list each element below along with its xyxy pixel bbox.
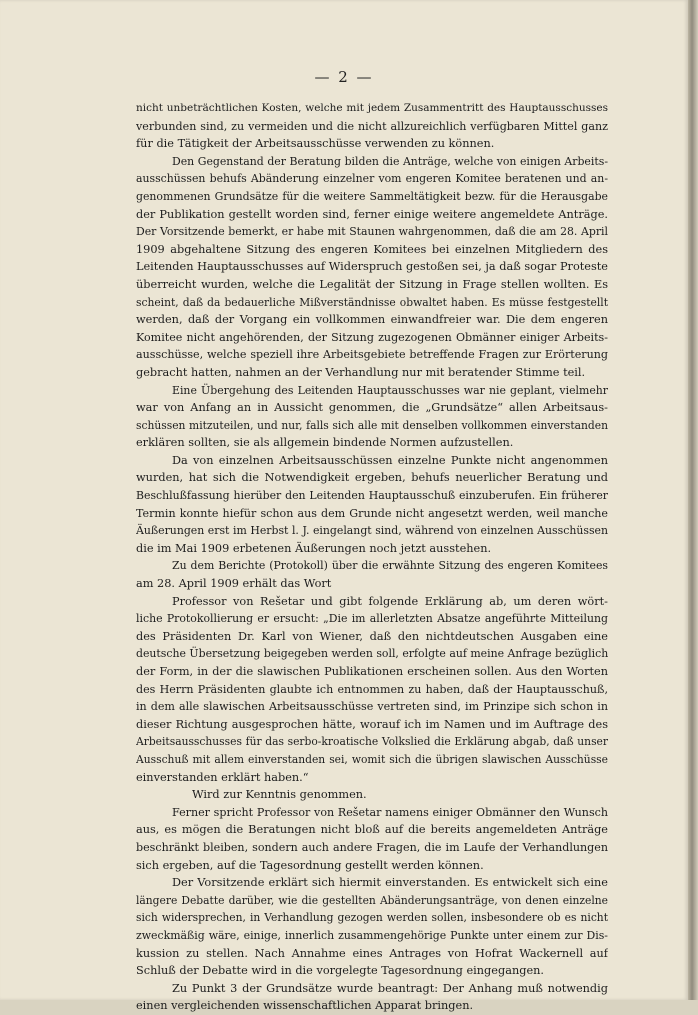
text-line: gebracht hatten, nahmen an der Verhandlung nur mit beratender Stimme teil. [136,365,586,379]
text-line: sich ergeben, auf die Tagesordnung gestellt werden können. [136,858,484,872]
text-line: Zu Punkt 3 der Grundsätze wurde beantragt: Der Anhang muß notwendig [172,981,608,995]
text-line: Ferner spricht Professor von Rešetar namens einiger Obmänner den Wunsch [172,805,608,819]
text-line: liche Protokollierung er ersucht: „Die im allerletzten Absatze angeführte Mitteilung [136,612,608,626]
text-line: die im Mai 1909 erbetenen Äußerungen noch jetzt ausstehen. [136,541,492,555]
text-line: einverstanden erklärt haben.“ [136,770,309,784]
text-line: sich widersprechen, in Verhandlung gezogen werden sollen, insbesondere ob es nicht [136,911,608,925]
text-line: der Publikation gestellt worden sind, ferner einige weitere angemeldete Anträge. [136,207,608,221]
text-line: war von Anfang an in Aussicht genommen, die „Grundsätze“ allen Arbeitsaus- [136,401,608,415]
text-line: dieser Richtung ausgesprochen hätte, worauf ich im Namen und im Auftrage des [136,717,608,731]
text-line: Leitenden Hauptausschusses auf Widerspruch gestoßen sei, ja daß sogar Proteste [136,260,608,274]
text-line: Da von einzelnen Arbeitsausschüssen einzelne Punkte nicht angenommen [172,453,608,467]
text-line: Schluß der Debatte wird in die vorgelegte Tagesordnung eingegangen. [136,964,545,978]
text-line: Zu dem Berichte (Protokoll) über die erwähnte Sitzung des engeren Komitees [172,559,608,573]
page-edge-shadow [688,0,698,1000]
text-line: Der Vorsitzende bemerkt, er habe mit Staunen wahrgenommen, daß die am 28. April [136,225,608,239]
text-line: Professor von Rešetar und gibt folgende Erklärung ab, um deren wört- [172,594,608,608]
text-line: deutsche Übersetzung beigegeben werden soll, erfolgte auf meine Anfrage bezüglich [136,647,608,661]
text-line: erklären sollten, sie als allgemein bindende Normen aufzustellen. [136,436,514,450]
text-line: schüssen mitzuteilen, und nur, falls sich alle mit denselben vollkommen einverstanden [136,418,608,432]
text-line: kussion zu stellen. Nach Annahme eines Antrages von Hofrat Wackernell auf [136,946,608,960]
text-line: des Präsidenten Dr. Karl von Wiener, daß den nichtdeutschen Ausgaben eine [136,629,608,643]
text-line: einen vergleichenden wissenschaftlichen Apparat bringen. [136,999,474,1013]
text-line: werden, daß der Vorgang ein vollkommen einwandfreier war. Die dem engeren [136,313,608,327]
text-line: Der Vorsitzende erklärt sich hiermit einverstanden. Es entwickelt sich eine [172,876,608,890]
text-line: nicht unbeträchtlichen Kosten, welche mit jedem Zusammentritt des Hauptausschusses [136,102,608,114]
text-line: verbunden sind, zu vermeiden und die nicht allzureichlich verfügbaren Mittel ganz [136,119,608,133]
text-line: Wird zur Kenntnis genommen. [192,788,367,802]
text-line: scheint, daß da bedauerliche Mißverständnisse obwaltet haben. Es müsse festgestellt [136,295,608,309]
text-line: Ausschuß mit allem einverstanden sei, womit sich die übrigen slawischen Ausschüsse [136,752,608,766]
text-line: ausschüssen behufs Abänderung einzelner vom engeren Komitee beratenen und an- [136,172,608,186]
text-line: Eine Übergehung des Leitenden Hauptausschusses war nie geplant, vielmehr [172,383,608,397]
text-line: aus, es mögen die Beratungen nicht bloß auf die bereits angemeldeten Anträge [136,823,608,837]
text-line: zweckmäßig wäre, einige, innerlich zusammengehörige Punkte unter einem zur Dis- [136,928,608,942]
body-text [136,100,608,1015]
text-line: Arbeitsausschusses für das serbo-kroatische Volkslied die Erklärung abgab, daß unser [136,735,608,749]
text-line: längere Debatte darüber, wie die gestellten Abänderungsanträge, von denen einzelne [136,893,608,907]
text-line: der Form, in der die slawischen Publikationen erscheinen sollen. Aus den Worten [136,665,608,678]
text-line: in dem alle slawischen Arbeitsausschüsse vertreten sind, im Prinzipe sich schon in [136,700,608,714]
text-line: ausschüsse, welche speziell ihre Arbeitsgebiete betreffende Fragen zur Erörterung [136,348,608,362]
page-number: — 2 — [314,68,374,86]
text-line: wurden, hat sich die Notwendigkeit ergeben, behufs neuerlicher Beratung und [136,471,608,485]
text-line: Den Gegenstand der Beratung bilden die Anträge, welche von einigen Arbeits- [172,154,608,168]
text-line: für die Tätigkeit der Arbeitsausschüsse verwenden zu können. [136,137,495,151]
text-line: Beschlußfassung hierüber den Leitenden Hauptausschuß einzuberufen. Ein früherer [136,489,608,503]
text-line: des Herrn Präsidenten glaubte ich entnommen zu haben, daß der Hauptausschuß, [136,682,608,696]
text-line: überreicht wurden, welche die Legalität der Sitzung in Frage stellen wollten. Es [136,277,608,291]
text-line: Komitee nicht angehörenden, der Sitzung zugezogenen Obmänner einiger Arbeits- [136,330,608,344]
text-line: am 28. April 1909 erhält das Wort [136,577,332,591]
text-line: Äußerungen erst im Herbst l. J. eingelangt sind, während von einzelnen Ausschüssen [136,524,608,538]
text-line: beschränkt bleiben, sondern auch andere Fragen, die im Laufe der Verhandlungen [136,840,608,854]
text-line: genommenen Grundsätze für die weitere Sammeltätigkeit bezw. für die Herausgabe [136,189,608,203]
text-line: Termin konnte hiefür schon aus dem Grunde nicht angesetzt werden, weil manche [136,506,608,520]
text-line: 1909 abgehaltene Sitzung des engeren Komitees bei einzelnen Mitgliedern des [136,242,608,256]
